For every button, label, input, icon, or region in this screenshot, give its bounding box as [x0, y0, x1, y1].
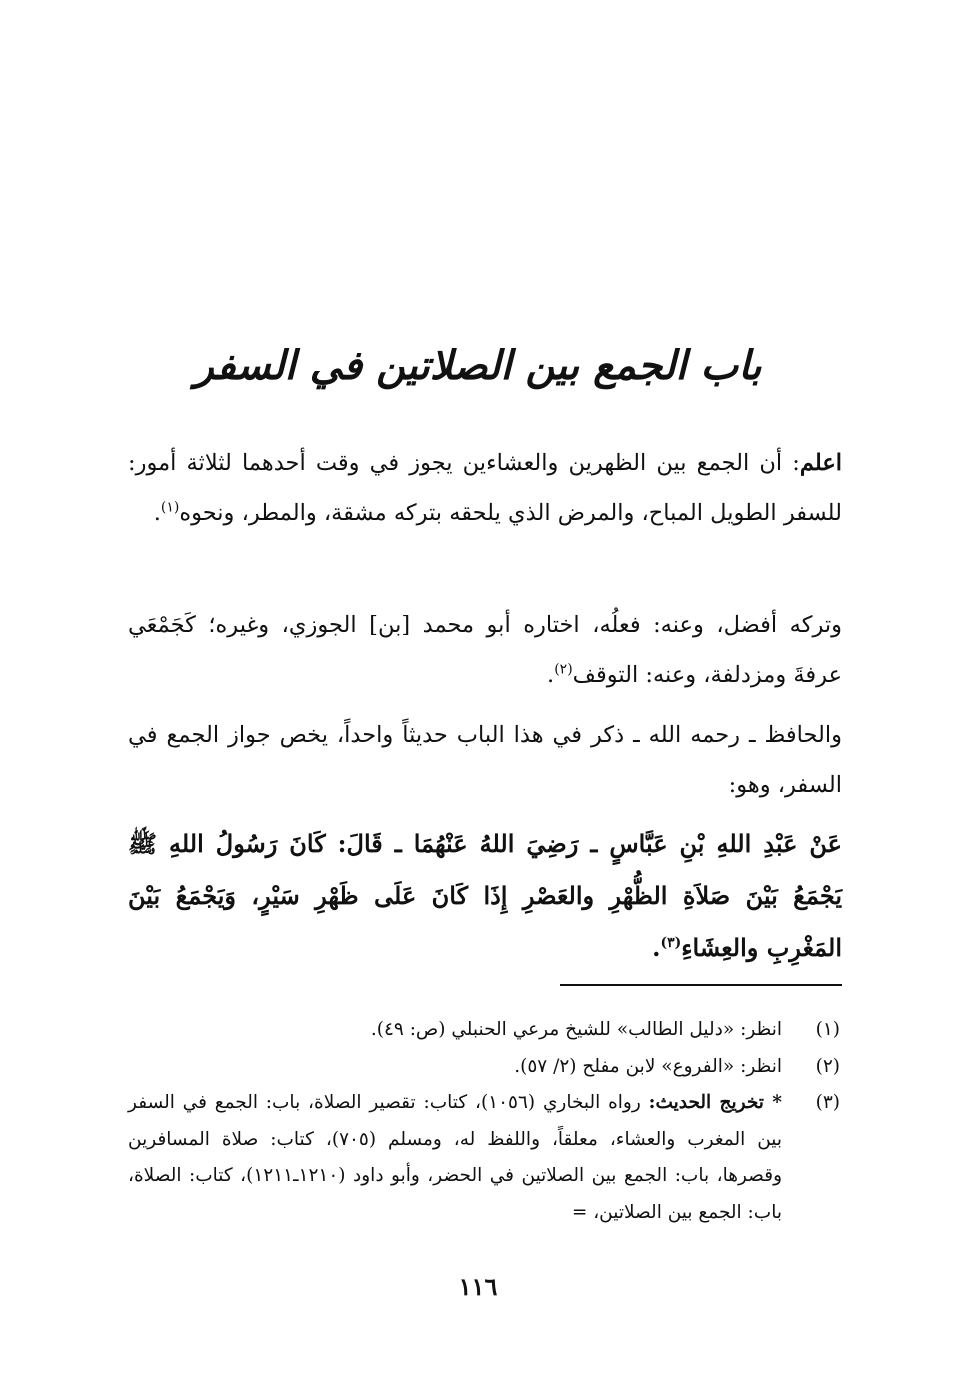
- paragraph-hafiz: [128, 710, 842, 810]
- footnote-number: (١): [815, 1019, 840, 1040]
- footnote-item: [128, 1049, 844, 1086]
- footnote-ref[interactable]: (٣): [660, 935, 682, 951]
- footnote-text: [128, 1049, 782, 1086]
- footnote-item: [128, 1012, 844, 1049]
- chapter-title: باب الجمع بين الصلاتين في السفر: [194, 342, 762, 389]
- paragraph-end: .: [547, 662, 555, 688]
- footnote-body: انظر: «دليل الطالب» للشيخ مرعي الحنبلي (ص: ٤٩).: [370, 1019, 782, 1040]
- paragraph-text: : أن الجمع بين الظهرين والعشاءين يجوز في وقت أحدهما لثلاثة أمور: للسفر الطويل المباح، والمرض الذي يلحقه بتركه مشقة، والمطر، ونحوه: [128, 450, 842, 526]
- footnote-number: (٣): [815, 1092, 840, 1113]
- footnote-text: [128, 1012, 782, 1049]
- footnote-item: [128, 1085, 844, 1231]
- hadith-end: .: [652, 933, 661, 962]
- paragraph-opinions: [128, 600, 842, 700]
- footnote-ref[interactable]: (١): [160, 499, 180, 516]
- hadith-text: [128, 818, 842, 974]
- footnote-lead: * تخريج الحديث:: [648, 1092, 782, 1113]
- hadith-body: عَنْ عَبْدِ اللهِ بْنِ عَبَّاسٍ ـ رَضِيَ اللهُ عَنْهُمَا ـ قَالَ: كَانَ رَسُولُ اللهِ ﷺ يَجْمَعُ بَيْنَ صَلاَةِ الظُّهْرِ والعَصْرِ إِذَا كَانَ عَلَى ظَهْرِ سَيْرٍ، وَيَجْمَعُ بَيْنَ المَغْرِبِ والعِشَاءِ: [128, 829, 843, 962]
- paragraph-text: والحافظ ـ رحمه الله ـ ذكر في هذا الباب حديثاً واحداً، يخص جواز الجمع في السفر، وهو:: [128, 722, 842, 798]
- footnote-body: انظر: «الفروع» لابن مفلح (٢/ ٥٧).: [514, 1055, 782, 1077]
- footnote-text: [128, 1085, 782, 1231]
- footnote-number: (٢): [815, 1055, 840, 1077]
- paragraph-lead-word: اعلم: [799, 450, 842, 476]
- paragraph-end: .: [153, 500, 161, 526]
- footnote-ref[interactable]: (٢): [554, 661, 573, 678]
- footnotes-list: [128, 1012, 844, 1231]
- footnote-divider: [560, 984, 842, 986]
- page-number: ١١٦: [458, 1272, 498, 1301]
- footnote-body: رواه البخاري (١٠٥٦)، كتاب: تقصير الصلاة، باب: الجمع في السفر بين المغرب والعشاء، معلقاً، واللفظ له، ومسلم (٧٠٥)، كتاب: صلاة المسافرين وقصرها، باب: الجمع بين الصلاتين في الحضر، وأبو داود (١٢١٠ـ١٢١١)، كتاب: الصلاة، باب: الجمع بين الصلاتين، =: [128, 1092, 783, 1223]
- paragraph-text: وتركه أفضل، وعنه: فعلُه، اختاره أبو محمد [بن] الجوزي، وغيره؛ كَجَمْعَي عرفةَ ومزدلفة، وعنه: التوقف: [128, 612, 842, 688]
- paragraph-intro: [128, 438, 842, 538]
